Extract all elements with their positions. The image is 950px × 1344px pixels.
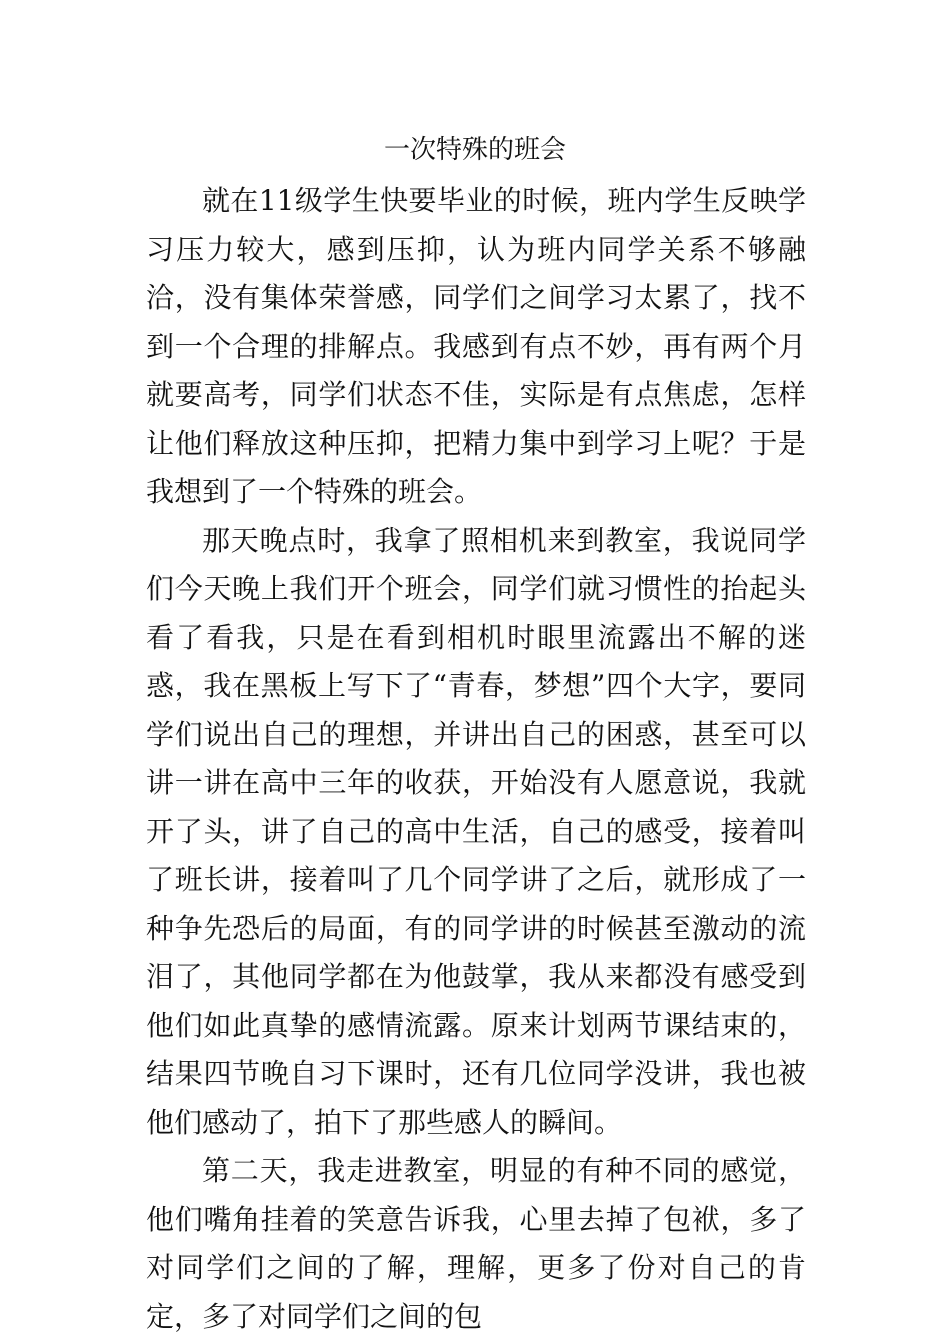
paragraph-1: 就在11级学生快要毕业的时候，班内学生反映学习压力较大，感到压抑，认为班内同学关系不够融洽，没有集体荣誉感，同学们之间学习太累了，找不到一个合理的排解点。我感到有点不妙，再有两个月就要高考，同学们状态不佳，实际是有点焦虑，怎样让他们释放这种压抑，把精力集中到学习上呢？于是我想到了一个特殊的班会。 [146,184,806,508]
paragraph-3: 第二天，我走进教室，明显的有种不同的感觉，他们嘴角挂着的笑意告诉我，心里去掉了包袱，多了对同学们之间的了解，理解，更多了份对自己的肯定，多了对同学们之间的包 [146,1154,806,1333]
document-body [146,177,806,1341]
paragraph-2: 那天晚点时，我拿了照相机来到教室，我说同学们今天晚上我们开个班会，同学们就习惯性的抬起头看了看我，只是在看到相机时眼里流露出不解的迷惑，我在黑板上写下了“青春，梦想”四个大字，要同学们说出自己的理想，并讲出自己的困惑，甚至可以讲一讲在高中三年的收获，开始没有人愿意说，我就开了头，讲了自己的高中生活，自己的感受，接着叫了班长讲，接着叫了几个同学讲了之后，就形成了一种争先恐后的局面，有的同学讲的时候甚至激动的流泪了，其他同学都在为他鼓掌，我从来都没有感受到他们如此真挚的感情流露。原来计划两节课结束的，结果四节晚自习下课时，还有几位同学没讲，我也被他们感动了，拍下了那些感人的瞬间。 [146,523,806,1139]
document-title: 一次特殊的班会 [383,135,566,165]
